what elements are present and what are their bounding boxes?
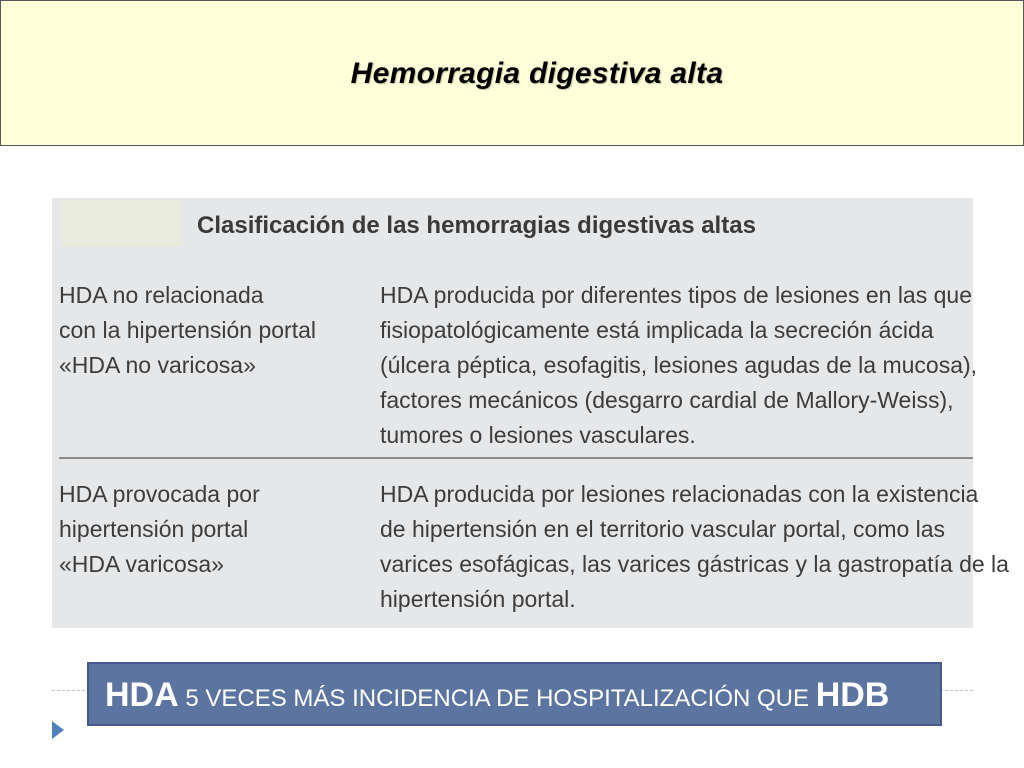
table-heading: Clasificación de las hemorragias digestivas altas (197, 212, 756, 239)
row-description (380, 278, 978, 453)
row-description (380, 477, 1009, 617)
incidence-banner (87, 662, 942, 726)
row-label-line: hipertensión portal (59, 516, 249, 542)
banner-text (105, 676, 889, 715)
row-description-line: (úlcera péptica, esofagitis, lesiones agudas de la mucosa), (380, 352, 978, 378)
row-description-line: HDA producida por diferentes tipos de lesiones en las que (380, 282, 972, 308)
row-label-line: HDA no relacionada (59, 282, 264, 308)
play-arrow-icon[interactable] (52, 721, 64, 739)
row-description-line: varices esofágicas, las varices gástricas y la gastropatía de la (380, 551, 1009, 577)
row-label-line: «HDA no varicosa» (59, 352, 256, 378)
slide-title: Hemorragia digestiva alta (350, 57, 724, 90)
row-description-line: tumores o lesiones vasculares. (380, 422, 696, 448)
slide-title-box (0, 0, 1024, 146)
row-label-line: «HDA varicosa» (59, 551, 224, 577)
row-divider (59, 457, 973, 459)
classification-table (52, 198, 1009, 628)
banner-hda-label: HDA (105, 676, 179, 714)
banner-hdb-label: HDB (815, 676, 890, 714)
row-description-line: HDA producida por lesiones relacionadas con la existencia (380, 481, 979, 507)
row-label (59, 278, 359, 383)
row-description-line: fisiopatológicamente está implicada la secreción ácida (380, 317, 934, 343)
row-label (59, 477, 359, 582)
row-description-line: de hipertensión en el territorio vascular portal, como las (380, 516, 946, 542)
row-description-line: factores mecánicos (desgarro cardial de Mallory-Weiss), (380, 387, 954, 413)
table-corner-patch (62, 200, 182, 246)
row-label-line: HDA provocada por (59, 481, 260, 507)
row-description-line: hipertensión portal. (380, 586, 576, 612)
banner-middle-text: 5 VECES MÁS INCIDENCIA DE HOSPITALIZACIÓN QUE (178, 685, 816, 712)
row-label-line: con la hipertensión portal (59, 317, 316, 343)
